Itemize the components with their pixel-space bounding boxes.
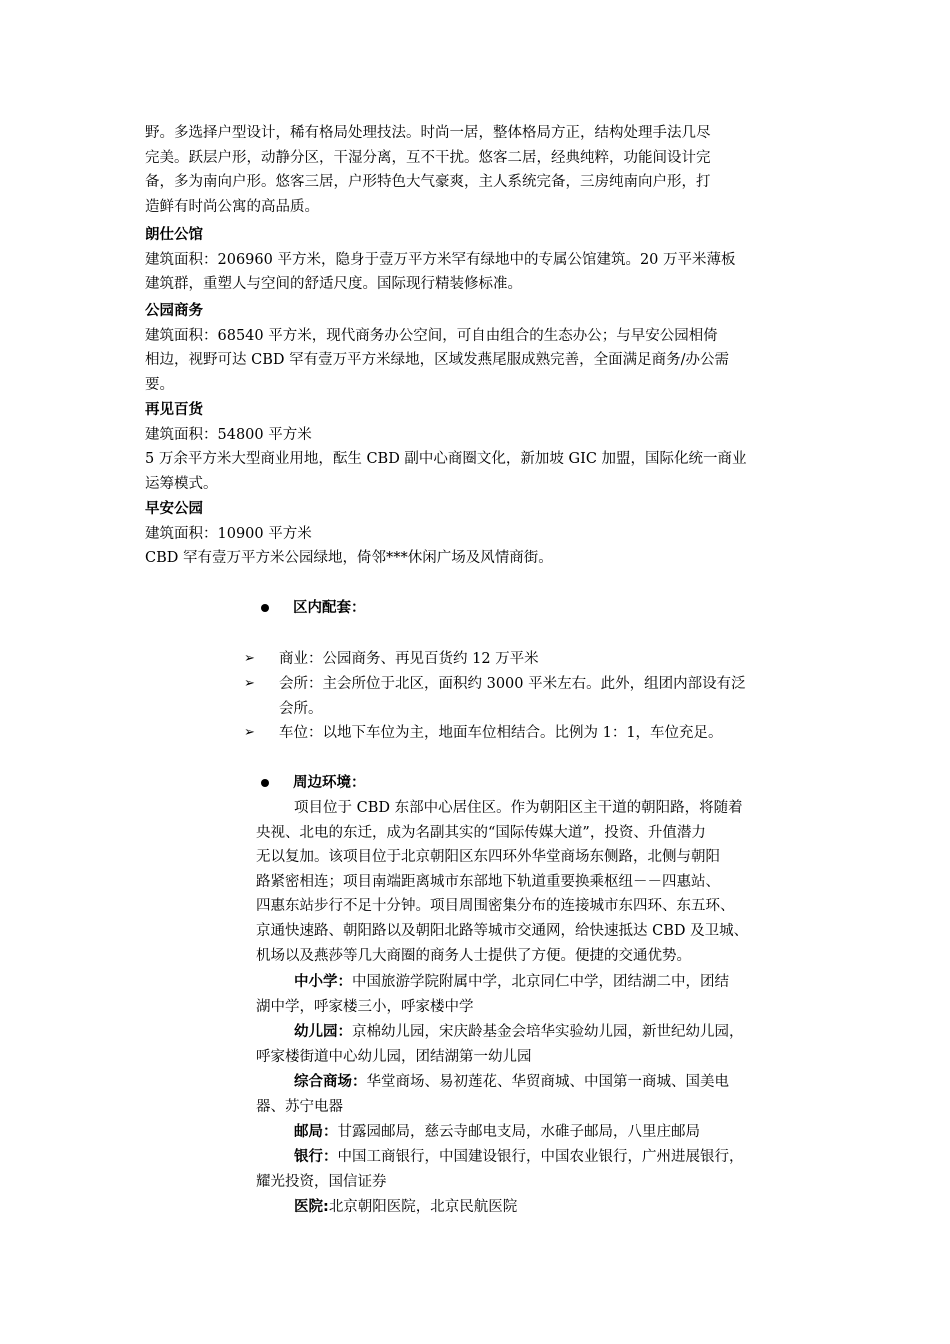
amenity-sep: : <box>323 1199 329 1215</box>
amenity-line: 呼家楼街道中心幼儿园，团结湖第一幼儿园 <box>256 1048 532 1065</box>
environment-line: 四惠东站步行不足十分钟。项目周围密集分布的连接城市东四环、东五环、 <box>256 898 735 915</box>
amenity-line <box>256 1070 816 1095</box>
amenity-malls <box>256 1070 816 1119</box>
arrow-bullet-icon: ➢ <box>244 651 255 666</box>
section-line: 建筑面积：68540 平方米，现代商务办公空间，可自由组合的生态办公；与早安公园相倚 <box>145 327 718 344</box>
section-morning-park <box>145 497 813 571</box>
facility-line: 商业：公园商务、再见百货约 12 万平米 <box>279 651 539 667</box>
section-department-store <box>145 398 813 496</box>
amenity-label: 中小学 <box>294 974 338 990</box>
amenity-line <box>256 1145 816 1170</box>
amenity-line: 耀光投资，国信证券 <box>256 1173 387 1190</box>
amenity-label: 综合商场 <box>294 1074 352 1090</box>
amenity-text: 中国工商银行，中国建设银行，中国农业银行，广州进展银行， <box>337 1149 744 1165</box>
amenity-line <box>256 1120 816 1145</box>
amenity-post-offices <box>256 1120 816 1145</box>
section-line: 建筑面积：10900 平方米 <box>145 525 312 542</box>
bullet-dot-icon <box>261 779 269 787</box>
facilities-heading: 区内配套： <box>293 600 366 616</box>
section-line: 建筑面积：206960 平方米，隐身于壹万平方米罕有绿地中的专属公馆建筑。20 万平米薄板 <box>145 251 736 268</box>
arrow-bullet-icon: ➢ <box>244 725 255 740</box>
amenity-line <box>256 1020 816 1045</box>
amenity-kindergartens <box>256 1020 816 1069</box>
environment-line: 无以复加。该项目位于北京朝阳区东四环外华堂商场东侧路，北侧与朝阳 <box>256 849 720 866</box>
bullet-dot-icon <box>261 604 269 612</box>
facility-line: 会所：主会所位于北区，面积约 3000 平米左右。此外，组团内部设有泛 <box>279 676 746 692</box>
environment-line: 项目位于 CBD 东部中心居住区。作为朝阳区主干道的朝阳路，将随着 <box>294 800 743 816</box>
section-park-business <box>145 299 813 397</box>
amenity-line: 器、苏宁电器 <box>256 1098 343 1115</box>
section-line: 要。 <box>145 376 174 393</box>
amenity-sep: ： <box>323 1149 338 1165</box>
amenity-text: 华堂商场、易初莲花、华贸商城、中国第一商城、国美电 <box>366 1074 729 1090</box>
amenity-banks <box>256 1145 816 1194</box>
intro-line: 野。多选择户型设计，稀有格局处理技法。时尚一居，整体格局方正，结构处理手法几尽 <box>145 125 711 141</box>
intro-line: 完美。跃层户形，动静分区，干湿分离，互不干扰。悠客二居，经典纯粹，功能间设计完 <box>145 149 711 166</box>
intro-line: 备，多为南向户形。悠客三居，户形特色大气豪爽，主人系统完备，三房纯南向户形，打 <box>145 174 711 191</box>
section-line: CBD 罕有壹万平方米公园绿地，倚邻***休闲广场及风情商街。 <box>145 550 553 567</box>
environment-line: 京通快速路、朝阳路以及朝阳北路等城市交通网，给快速抵达 CBD 及卫城、 <box>256 922 749 939</box>
intro-line: 造鲜有时尚公寓的高品质。 <box>145 198 319 215</box>
amenity-label: 银行 <box>294 1149 323 1165</box>
amenity-sep: ： <box>323 1124 338 1140</box>
facility-item <box>279 647 539 672</box>
amenity-sep: ： <box>337 974 352 990</box>
environment-paragraph <box>256 796 816 968</box>
section-title: 早安公园 <box>145 501 203 517</box>
section-line: 建筑面积：54800 平方米 <box>145 426 312 443</box>
environment-line: 机场以及燕莎等几大商圈的商务人士提供了方便。便捷的交通优势。 <box>256 947 691 964</box>
amenity-schools <box>256 970 816 1019</box>
amenity-text: 甘露园邮局，慈云寺邮电支局，水碓子邮局，八里庄邮局 <box>337 1124 700 1140</box>
amenity-sep: ： <box>352 1074 367 1090</box>
facility-line: 车位：以地下车位为主，地面车位相结合。比例为 1：1，车位充足。 <box>279 725 723 741</box>
intro-paragraph <box>145 121 813 219</box>
amenity-line: 湖中学，呼家楼三小，呼家楼中学 <box>256 998 474 1015</box>
section-langshi <box>145 223 813 297</box>
environment-line: 路紧密相连；项目南端距离城市东部地下轨道重要换乘枢纽－－四惠站、 <box>256 873 720 890</box>
amenity-line <box>256 970 816 995</box>
section-line: 运筹模式。 <box>145 475 218 492</box>
section-title: 再见百货 <box>145 402 203 418</box>
section-line: 5 万余平方米大型商业用地，酝生 CBD 副中心商圈文化，新加坡 GIC 加盟，国际化统一商业 <box>145 451 747 468</box>
amenity-label: 邮局 <box>294 1124 323 1140</box>
environment-heading: 周边环境： <box>293 775 366 791</box>
facility-item <box>279 721 723 746</box>
arrow-bullet-icon: ➢ <box>244 676 255 691</box>
amenity-text: 京棉幼儿园，宋庆龄基金会培华实验幼儿园，新世纪幼儿园， <box>352 1024 744 1040</box>
section-line: 建筑群，重塑人与空间的舒适尺度。国际现行精装修标准。 <box>145 276 522 293</box>
amenity-label: 幼儿园 <box>294 1024 338 1040</box>
amenity-text: 北京朝阳医院，北京民航医院 <box>328 1199 518 1215</box>
facility-item <box>279 672 746 721</box>
section-line: 相边，视野可达 CBD 罕有壹万平方米绿地，区域发燕尾服成熟完善，全面满足商务/办公需 <box>145 352 729 369</box>
amenity-line <box>256 1195 816 1220</box>
section-title: 公园商务 <box>145 303 203 319</box>
section-title: 朗仕公馆 <box>145 227 203 243</box>
amenity-label: 医院 <box>294 1199 323 1215</box>
amenity-text: 中国旅游学院附属中学，北京同仁中学，团结湖二中，团结 <box>352 974 729 990</box>
environment-line: 央视、北电的东迁，成为名副其实的“国际传媒大道”，投资、升值潜力 <box>256 824 706 841</box>
facility-line: 会所。 <box>279 700 323 717</box>
amenity-hospitals <box>256 1195 816 1220</box>
amenity-sep: ： <box>337 1024 352 1040</box>
